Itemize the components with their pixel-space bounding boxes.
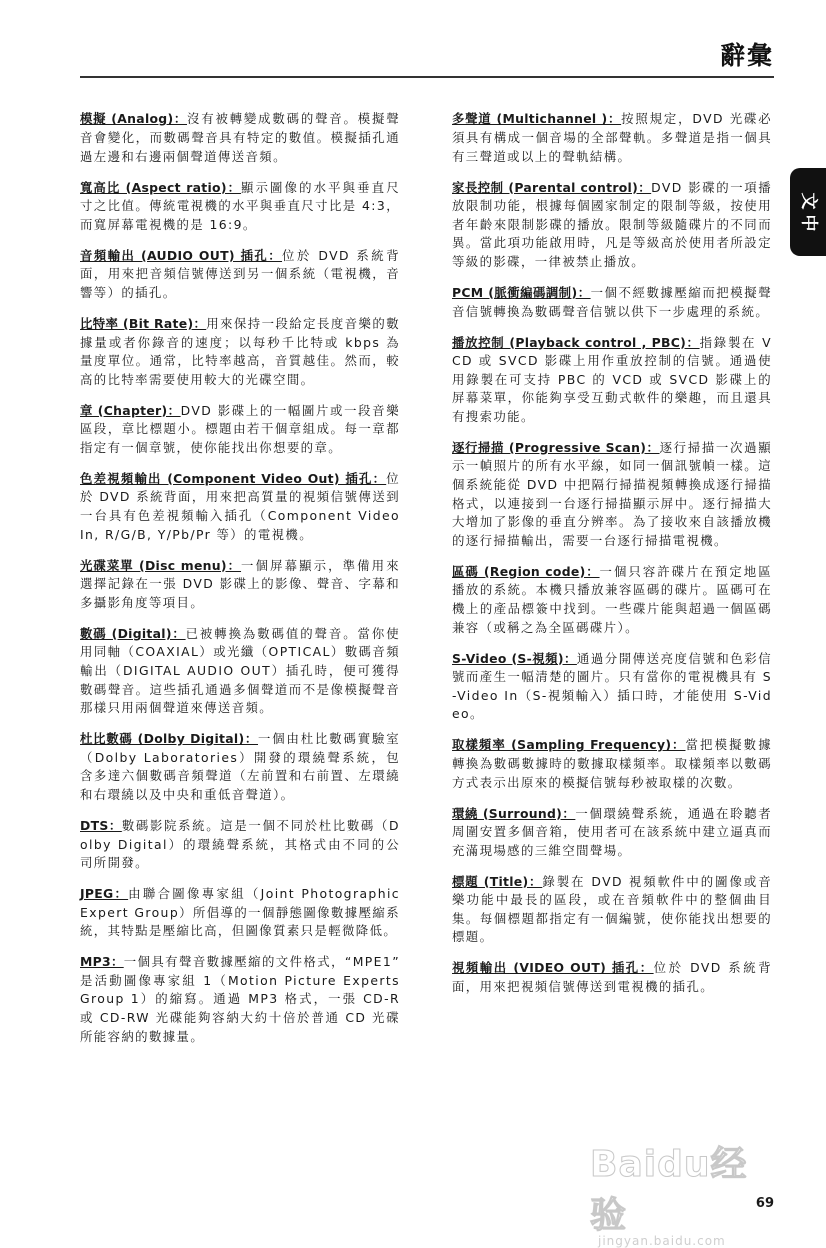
glossary-definition: 當把模擬數據轉換為數碼數據時的數據取樣頻率。取樣頻率以數碼方式表示出原來的模擬信號每秒被取樣的次數。 — [452, 737, 772, 790]
page-title: 辭彙 — [719, 41, 774, 70]
glossary-definition: DVD 影碟上的一幅圖片或一段音樂區段，章比標題小。標題由若干個章組成。每一章都指定有一個章號，使你能找出你想要的章。 — [80, 402, 400, 455]
language-tab-char: 文 — [798, 192, 818, 210]
glossary-entry — [80, 315, 400, 389]
glossary-definition: 一個屏幕顯示，準備用來選擇記錄在一張 DVD 影碟上的影像、聲音、字幕和多攝影角度等項目。 — [80, 557, 400, 610]
glossary-definition: 已被轉換為數碼值的聲音。當你使用同軸（COAXIAL）或光纖（OPTICAL）數碼音頻輸出（DIGITAL AUDIO OUT）插孔時，便可獲得數碼聲音。這些插孔通過多個聲道而不是像模擬聲音那樣只用兩個聲道來傳送音頻。 — [80, 625, 400, 716]
glossary-definition: 一個只容許碟片在預定地區播放的系統。本機只播放兼容區碼的碟片。區碼可在機上的產品標簽中找到。一些碟片能與超過一個區碼兼容（或稱之為全區碼碟片）。 — [452, 563, 772, 635]
glossary-definition: 位於 DVD 系統背面，用來把音頻信號傳送到另一個系統（電視機，音響等）的插孔。 — [80, 247, 400, 300]
glossary-term: 色差視頻輸出 (Component Video Out) 插孔： — [80, 470, 387, 486]
header-rule — [80, 76, 774, 78]
glossary-term: 比特率 (Bit Rate)： — [80, 315, 207, 331]
glossary-entry — [452, 873, 772, 947]
glossary-definition: 一個具有聲音數據壓縮的文件格式，“MPE1” 是活動圖像專家組 1（Motion Picture Experts Group 1）的縮寫。通過 MP3 格式，一張 CD-R 或 CD-RW 光碟能夠容納大約十倍於普通 CD 光碟所能容納的數據量。 — [80, 954, 401, 1044]
glossary-entry — [452, 179, 772, 272]
glossary-term: 取樣頻率 (Sampling Frequency)： — [452, 737, 686, 753]
glossary-entry — [80, 953, 400, 1046]
glossary-term: 區碼 (Region code)： — [452, 563, 600, 579]
glossary-entry — [80, 470, 400, 544]
glossary-term: 多聲道 (Multichannel )： — [452, 111, 622, 127]
glossary-term: 光碟菜單 (Disc menu)： — [80, 557, 242, 573]
glossary-entry — [80, 402, 400, 458]
watermark-logo-text: Baidu经验 — [590, 1144, 748, 1236]
glossary-term: S-Video (S-視頻)： — [452, 650, 577, 666]
glossary-definition: 位於 DVD 系統背面，用來把視頻信號傳送到電視機的插孔。 — [452, 960, 773, 995]
glossary-definition: 位於 DVD 系統背面，用來把高質量的視頻信號傳送到一台具有色差視頻輸入插孔（Component Video In, R/G/B, Y/Pb/Pr 等）的電視機。 — [80, 470, 400, 542]
glossary-entry — [452, 563, 772, 637]
glossary-definition: 逐行掃描一次過顯示一幀照片的所有水平線，如同一個訊號幀一樣。這個系統能從 DVD 中把隔行掃描視頻轉換成逐行掃描格式，以連接到一台逐行掃描顯示屏中。逐行掃描大大增加了影像的垂直分辨率。為了接收來自該播放機的逐行掃描輸出，需要一台逐行掃描電視機。 — [452, 439, 773, 548]
glossary-entry — [80, 557, 400, 613]
glossary-term: 杜比數碼 (Dolby Digital)： — [80, 731, 259, 747]
glossary-term: 章 (Chapter)： — [80, 402, 181, 418]
glossary-term: 模擬 (Analog)： — [80, 111, 188, 127]
glossary-entry — [452, 334, 772, 427]
glossary-entry — [452, 959, 772, 996]
glossary-entry — [80, 730, 400, 804]
glossary-entry — [80, 179, 400, 235]
glossary-definition: 指錄製在 VCD 或 SVCD 影碟上用作重放控制的信號。通過使用錄製在可支持 PBC 的 VCD 或 SVCD 影碟上的屏幕菜單，你能夠享受互動式軟件的樂趣，而且還具有搜索功能。 — [452, 334, 772, 424]
glossary-definition: 一個環繞聲系統，通過在聆聽者周圍安置多個音箱，使用者可在該系統中建立逼真而充滿現場感的三維空間聲場。 — [452, 805, 772, 858]
glossary-entry — [80, 817, 400, 873]
glossary-term: 音頻輸出 (AUDIO OUT) 插孔： — [80, 247, 283, 263]
glossary-definition: DVD 影碟的一項播放限制功能，根據每個國家制定的限制等級，按使用者年齡來限制影碟的播放。限制等級隨碟片的不同而異。當此項功能啟用時，凡是等級高於使用者所設定等級的影碟，一律被禁止播放。 — [452, 179, 772, 269]
glossary-definition: 一個不經數據壓縮而把模擬聲音信號轉換為數碼聲音信號以供下一步處理的系統。 — [452, 284, 773, 319]
glossary-definition: 一個由杜比數碼實驗室（Dolby Laboratories）開發的環繞聲系統，包含多達六個數碼音頻聲道（左前置和右前置、左環繞和右環繞以及中央和重低音聲道）。 — [80, 731, 400, 802]
glossary-entry — [452, 805, 772, 861]
glossary-term: DTS： — [80, 817, 122, 833]
glossary-term: PCM (脈衝編碼調制)： — [452, 284, 591, 300]
glossary-term: 環繞 (Surround)： — [452, 805, 576, 821]
glossary-entry — [452, 736, 772, 792]
glossary-term: JPEG： — [80, 886, 129, 902]
page-number: 69 — [755, 1196, 774, 1211]
glossary-definition: 按照規定，DVD 光碟必須具有構成一個音場的全部聲軌。多聲道是指一個具有三聲道或以上的聲軌結構。 — [452, 111, 772, 164]
glossary-definition: 通過分開傳送亮度信號和色彩信號而產生一幅清楚的圖片。只有當你的電視機具有 S-Video In（S-視頻輸入）插口時，才能使用 S-Video。 — [452, 650, 772, 722]
glossary-term: 家長控制 (Parental control)： — [452, 179, 652, 195]
glossary-column-right — [452, 98, 772, 1005]
glossary-entry — [80, 247, 400, 303]
glossary-entry — [452, 650, 772, 724]
glossary-column-left — [80, 98, 400, 1055]
glossary-definition: 錄製在 DVD 視頻軟件中的圖像或音樂功能中最長的區段，或在音頻軟件中的整個曲目集。每個標題都指定有一個編號，使你能找出想要的標題。 — [452, 873, 772, 945]
glossary-definition: 顯示圖像的水平與垂直尺寸之比值。傳統電視機的水平與垂直尺寸比是 4:3，而寬屏幕電視機的是 16:9。 — [80, 179, 400, 232]
glossary-term: 播放控制 (Playback control , PBC)： — [452, 334, 700, 350]
glossary-term: 逐行掃描 (Progressive Scan)： — [452, 439, 660, 455]
glossary-entry — [452, 110, 772, 166]
glossary-definition: 用來保持一段給定長度音樂的數據量或者你錄音的速度；以每秒千比特或 kbps 為量度單位。通常，比特率越高，音質越佳。然而，較高的比特率需要使用較大的光碟空間。 — [80, 315, 400, 387]
glossary-entry — [80, 885, 400, 941]
glossary-entry — [80, 625, 400, 718]
watermark-url: jingyan.baidu.com — [598, 1234, 726, 1248]
glossary-term: MP3： — [80, 954, 124, 970]
glossary-term: 寬高比 (Aspect ratio)： — [80, 179, 241, 195]
glossary-definition: 數碼影院系統。這是一個不同於杜比數碼（Dolby Digital）的環繞聲系統，其格式由不同的公司所開發。 — [80, 817, 400, 871]
glossary-term: 視頻輸出 (VIDEO OUT) 插孔： — [452, 960, 654, 976]
language-tab — [790, 168, 826, 256]
language-tab-char: 中 — [798, 214, 818, 232]
glossary-definition: 沒有被轉變成數碼的聲音。模擬聲音會變化，而數碼聲音具有特定的數值。模擬插孔通過左邊和右邊兩個聲道傳送音頻。 — [80, 111, 401, 164]
glossary-definition: 由聯合圖像專家組（Joint Photographic Expert Group）所倡導的一個靜態圖像數據壓縮系統，其特點是壓縮比高，但圖像質素只是輕微降低。 — [80, 886, 401, 939]
glossary-entry — [80, 110, 400, 166]
glossary-term: 標題 (Title)： — [452, 873, 543, 889]
glossary-entry — [452, 439, 772, 551]
glossary-entry — [452, 284, 772, 321]
glossary-term: 數碼 (Digital)： — [80, 625, 186, 641]
